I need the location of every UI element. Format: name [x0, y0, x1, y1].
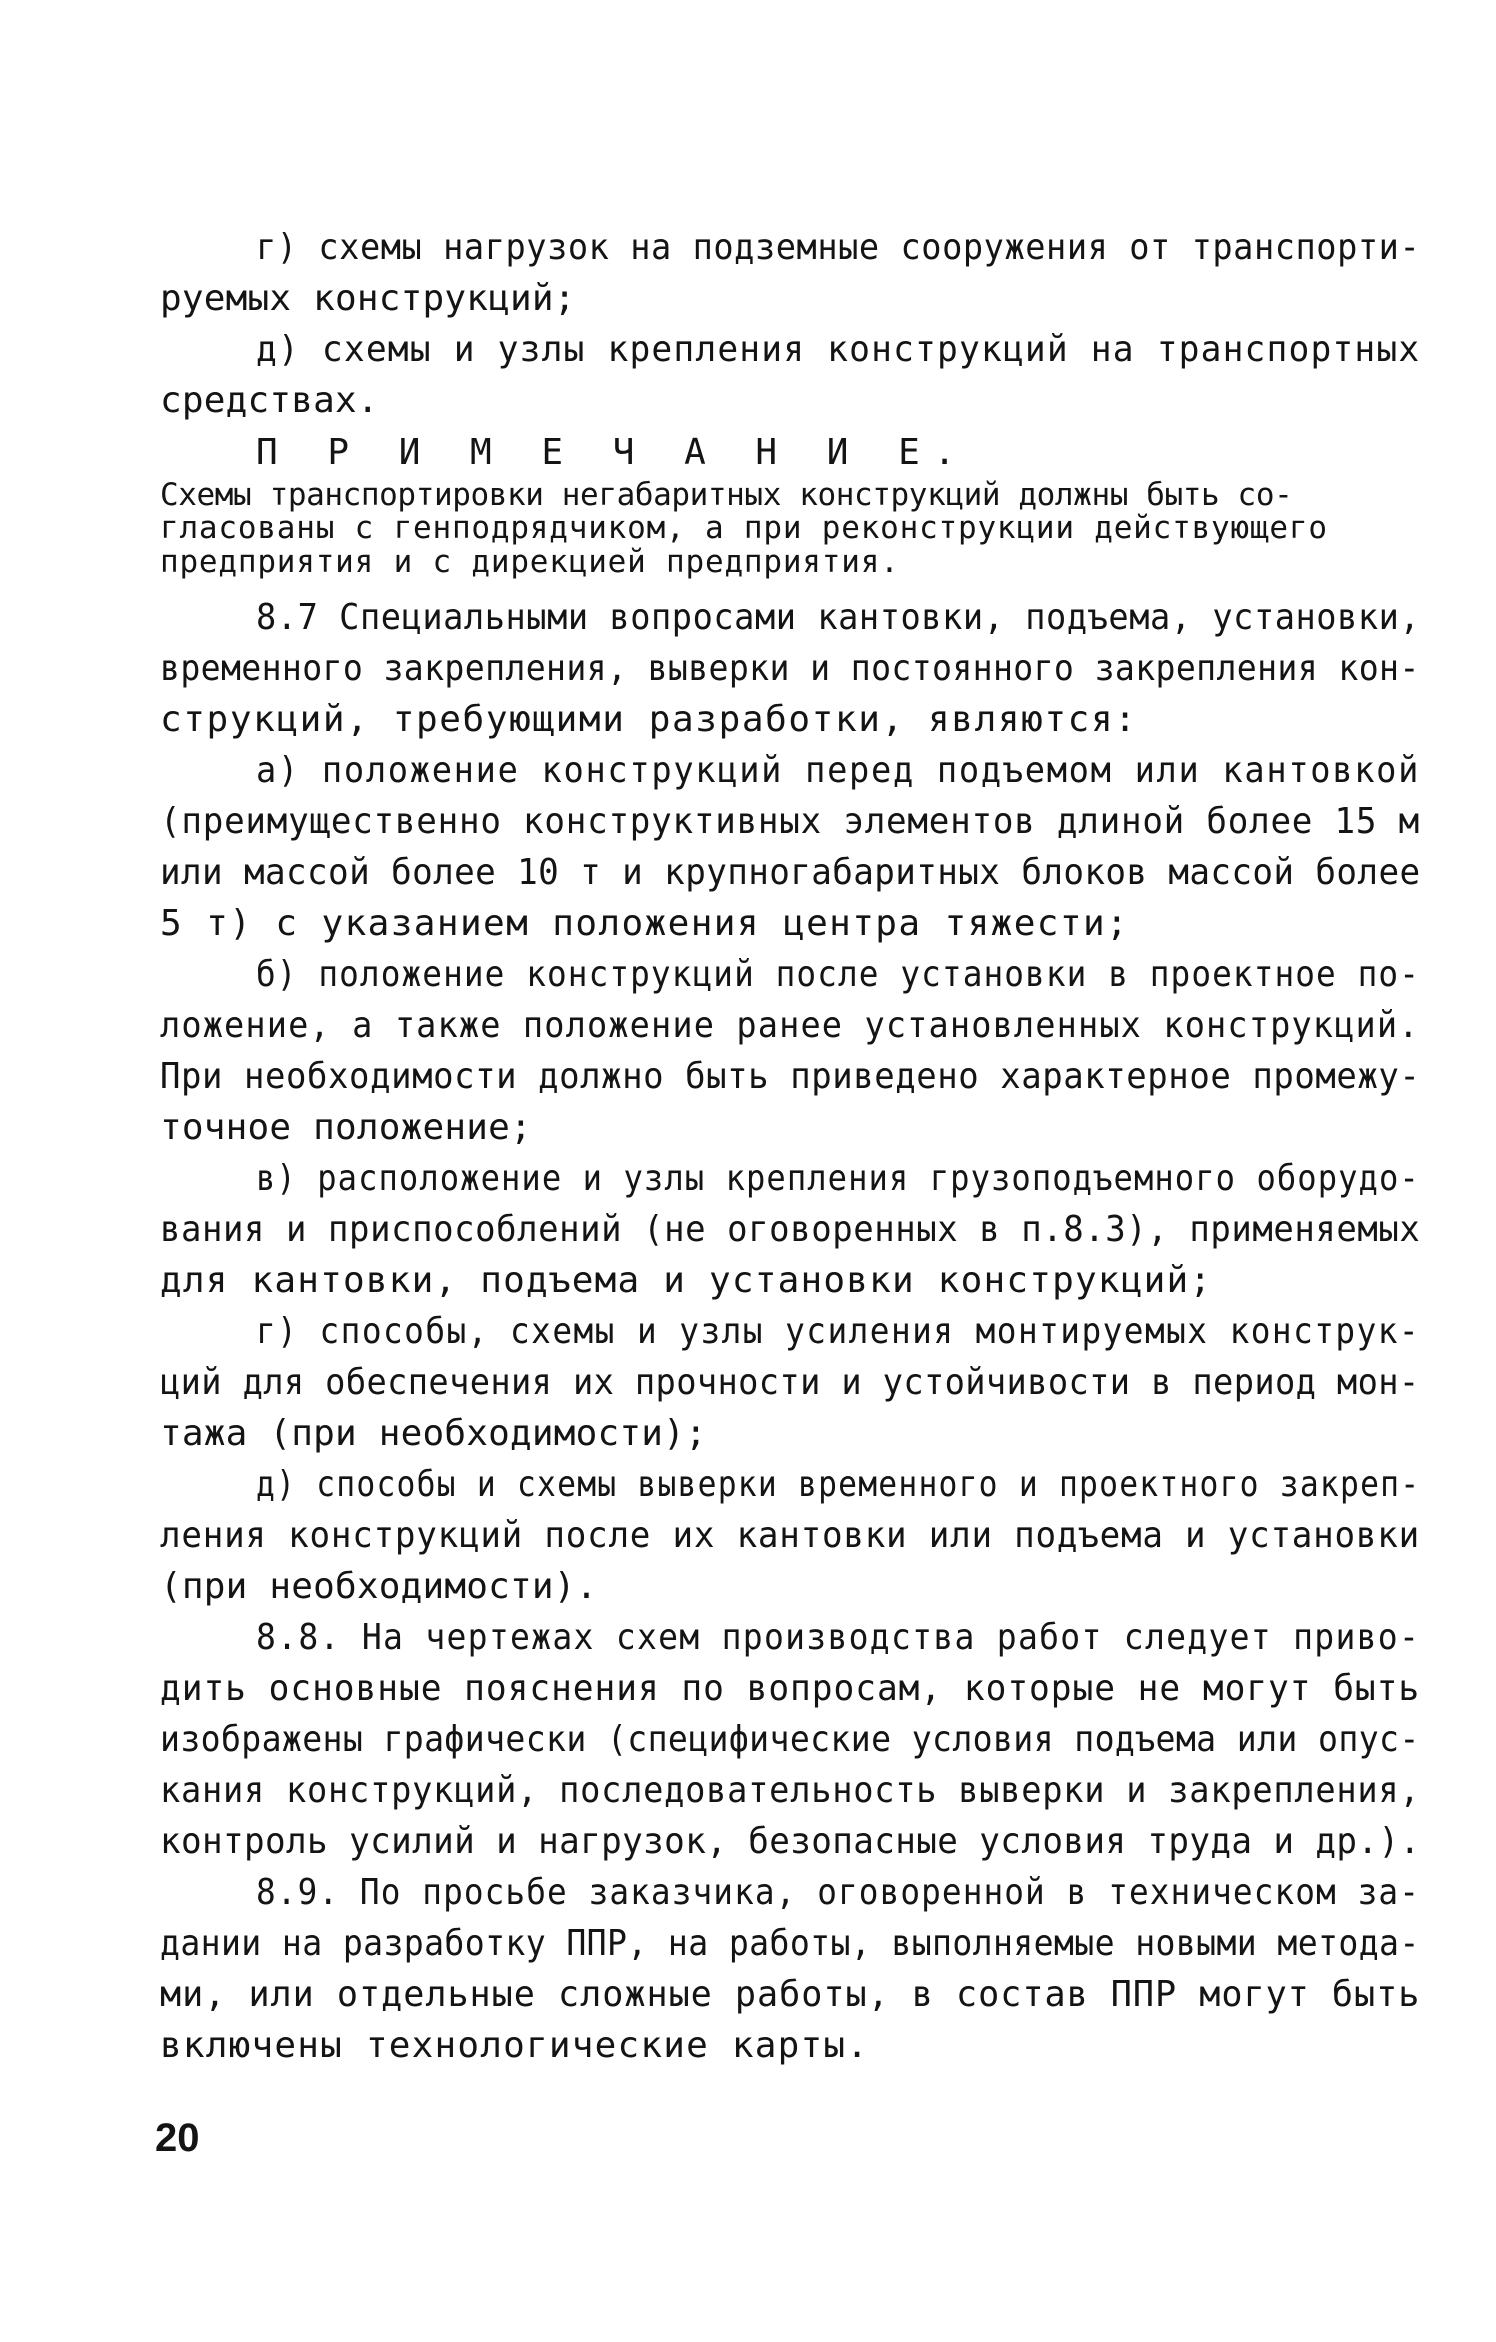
text-line: г) способы, схемы и узлы усиления монтируемых конструк-: [256, 1311, 1421, 1352]
text-line: кания конструкций, последовательность выверки и закрепления,: [160, 1770, 1421, 1811]
text-line: временного закрепления, выверки и постоянного закрепления кон-: [160, 648, 1420, 689]
text-line: д) схемы и узлы крепления конструкций на транспортных: [256, 329, 1421, 370]
text-line: контроль усилий и нагрузок, безопасные условия труда и др.).: [160, 1821, 1421, 1862]
note-text-line: гласованы с генподрядчиком, а при реконструкции действующего: [160, 510, 1328, 546]
text-line: 8.8. На чертежах схем производства работ следует приво-: [256, 1617, 1421, 1658]
text-line: средствах.: [160, 380, 379, 421]
text-line: руемых конструкций;: [160, 278, 576, 319]
text-line: а) положение конструкций перед подъемом или кантовкой: [256, 750, 1421, 791]
text-line: для кантовки, подъема и установки конструкций;: [160, 1260, 1213, 1301]
text-line: в) расположение и узлы крепления грузоподъемного оборудо-: [256, 1158, 1420, 1199]
text-line: струкций, требующими разработки, являются:: [160, 699, 1138, 740]
text-line: тажа (при необходимости);: [160, 1413, 707, 1454]
text-line: 5 т) с указанием положения центра тяжести;: [160, 903, 1130, 944]
text-line: (преимущественно конструктивных элементов длиной более 15 м: [160, 801, 1420, 842]
text-line: 8.9. По просьбе заказчика, оговоренной в техническом за-: [256, 1872, 1420, 1913]
text-line: изображены графически (специфические условия подъема или опус-: [160, 1719, 1420, 1760]
text-line: точное положение;: [160, 1107, 532, 1148]
text-line: ций для обеспечения их прочности и устойчивости в период мон-: [160, 1362, 1420, 1403]
note-text-line: предприятия и с дирекцией предприятия.: [160, 544, 900, 580]
text-line: б) положение конструкций после установки в проектное по-: [256, 954, 1420, 995]
text-line: дить основные пояснения по вопросам, которые не могут быть: [160, 1668, 1421, 1709]
text-line: дании на разработку ППР, на работы, выполняемые новыми метода-: [160, 1923, 1420, 1964]
text-line: ложение, а также положение ранее установленных конструкций.: [160, 1005, 1420, 1046]
note-text-line: Схемы транспортировки негабаритных конструкций должны быть со-: [160, 477, 1293, 513]
text-line: д) способы и схемы выверки временного и проектного закреп-: [256, 1464, 1421, 1505]
text-line: ления конструкций после их кантовки или подъема и установки: [160, 1515, 1420, 1556]
text-line: включены технологические карты.: [160, 2025, 870, 2066]
text-line: 8.7 Специальными вопросами кантовки, подъема, установки,: [256, 597, 1421, 638]
text-line: При необходимости должно быть приведено характерное промежу-: [160, 1056, 1421, 1097]
text-line: вания и приспособлений (не оговоренных в п.8.3), применяемых: [160, 1209, 1421, 1250]
text-line: г) схемы нагрузок на подземные сооружения от транспорти-: [256, 227, 1421, 268]
text-line: (при необходимости).: [160, 1566, 598, 1607]
note-heading: П Р И М Е Ч А Н И Е.: [256, 432, 970, 473]
text-line: или массой более 10 т и крупногабаритных блоков массой более: [160, 852, 1421, 893]
page-number: 20: [155, 2116, 200, 2160]
text-line: ми, или отдельные сложные работы, в состав ППР могут быть: [160, 1974, 1421, 2015]
